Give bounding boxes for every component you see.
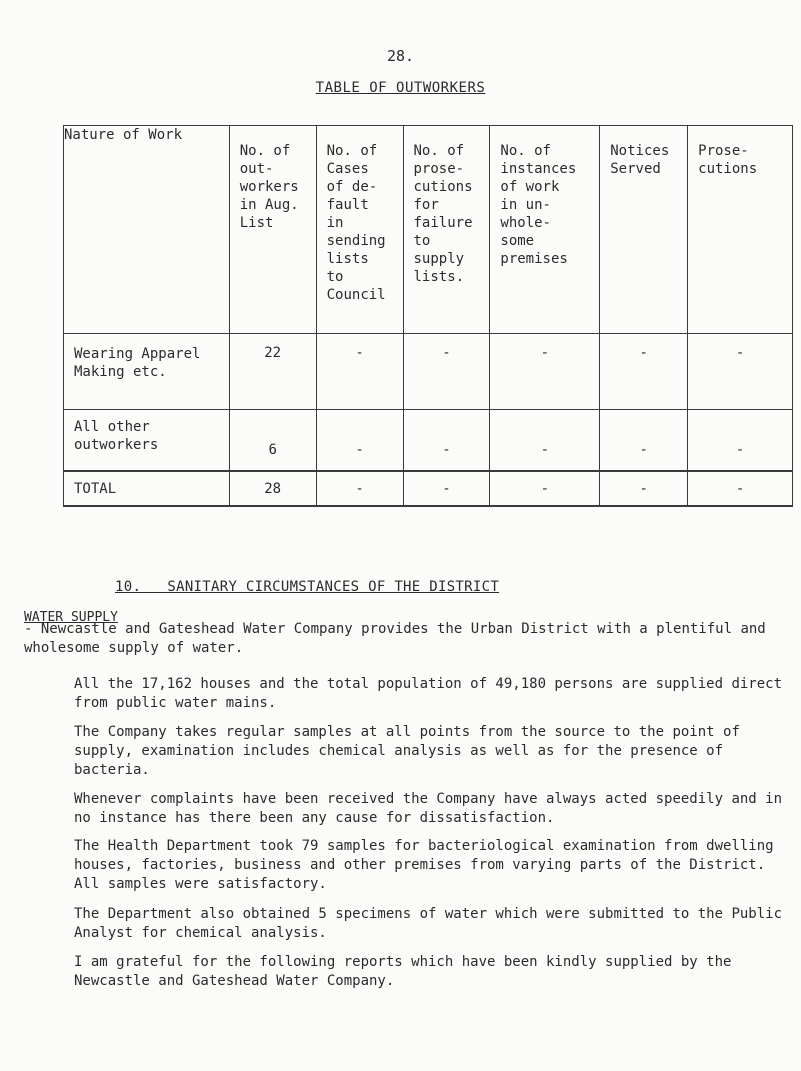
paragraph: - Newcastle and Gateshead Water Company provides the Urban District with a plentiful and wholesome supply of water. bbox=[24, 621, 766, 656]
header-outworkers-count: No. of out- workers in Aug. List bbox=[229, 126, 316, 334]
table-cell: 22 bbox=[229, 334, 316, 410]
table-cell: - bbox=[688, 471, 793, 506]
table-cell: - bbox=[490, 410, 600, 472]
header-default-cases: No. of Cases of de- fault in sending lists to Council bbox=[316, 126, 403, 334]
table-cell: - bbox=[403, 334, 490, 410]
table-row bbox=[64, 334, 793, 410]
header-notices-served: Notices Served bbox=[600, 126, 688, 334]
table-cell: - bbox=[490, 334, 600, 410]
table-cell: - bbox=[600, 410, 688, 472]
paragraph: The Company takes regular samples at all points from the source to the point of supply, examination includes chemical analysis as well as for the presence of bacteria. bbox=[74, 724, 740, 778]
row-label: Wearing Apparel Making etc. bbox=[64, 334, 230, 410]
table-cell: 28 bbox=[229, 471, 316, 506]
header-prosecutions: Prose- cutions bbox=[688, 126, 793, 334]
table-cell: - bbox=[316, 410, 403, 472]
total-row bbox=[64, 471, 793, 506]
header-unwholesome-premises: No. of instances of work in un- whole- some premises bbox=[490, 126, 600, 334]
table-header-row bbox=[64, 126, 793, 334]
header-nature-of-work: Nature of Work bbox=[64, 126, 230, 334]
table-cell: - bbox=[316, 471, 403, 506]
table-cell: - bbox=[688, 410, 793, 472]
total-label: TOTAL bbox=[64, 471, 230, 506]
paragraph: Whenever complaints have been received the Company have always acted speedily and in no instance has there been any cause for dissatisfaction. bbox=[74, 791, 783, 826]
page-number: 28. bbox=[386, 47, 415, 65]
table-cell: - bbox=[600, 334, 688, 410]
subsection-heading: WATER SUPPLY bbox=[24, 610, 118, 625]
paragraph: The Department also obtained 5 specimens of water which were submitted to the Public Analyst for chemical analysis. bbox=[74, 906, 783, 941]
table-row bbox=[64, 410, 793, 472]
outworkers-table bbox=[63, 125, 793, 507]
section-heading: 10. SANITARY CIRCUMSTANCES OF THE DISTRICT bbox=[115, 579, 500, 595]
table-cell: 6 bbox=[229, 410, 316, 472]
table-cell: - bbox=[403, 410, 490, 472]
table-cell: - bbox=[490, 471, 600, 506]
table-title: TABLE OF OUTWORKERS bbox=[315, 80, 486, 96]
paragraph: All the 17,162 houses and the total population of 49,180 persons are supplied direct from public water mains. bbox=[74, 676, 783, 711]
table-cell: - bbox=[688, 334, 793, 410]
table-cell: - bbox=[316, 334, 403, 410]
row-label: All other outworkers bbox=[64, 410, 230, 472]
paragraph: I am grateful for the following reports which have been kindly supplied by the Newcastle and Gateshead Water Company. bbox=[74, 954, 732, 989]
table-cell: - bbox=[600, 471, 688, 506]
paragraph: The Health Department took 79 samples for bacteriological examination from dwelling houses, factories, business and other premises from varying parts of the District. All samples were satisfactory. bbox=[74, 838, 774, 892]
table-cell: - bbox=[403, 471, 490, 506]
header-prosecutions-failure: No. of prose- cutions for failure to supply lists. bbox=[403, 126, 490, 334]
